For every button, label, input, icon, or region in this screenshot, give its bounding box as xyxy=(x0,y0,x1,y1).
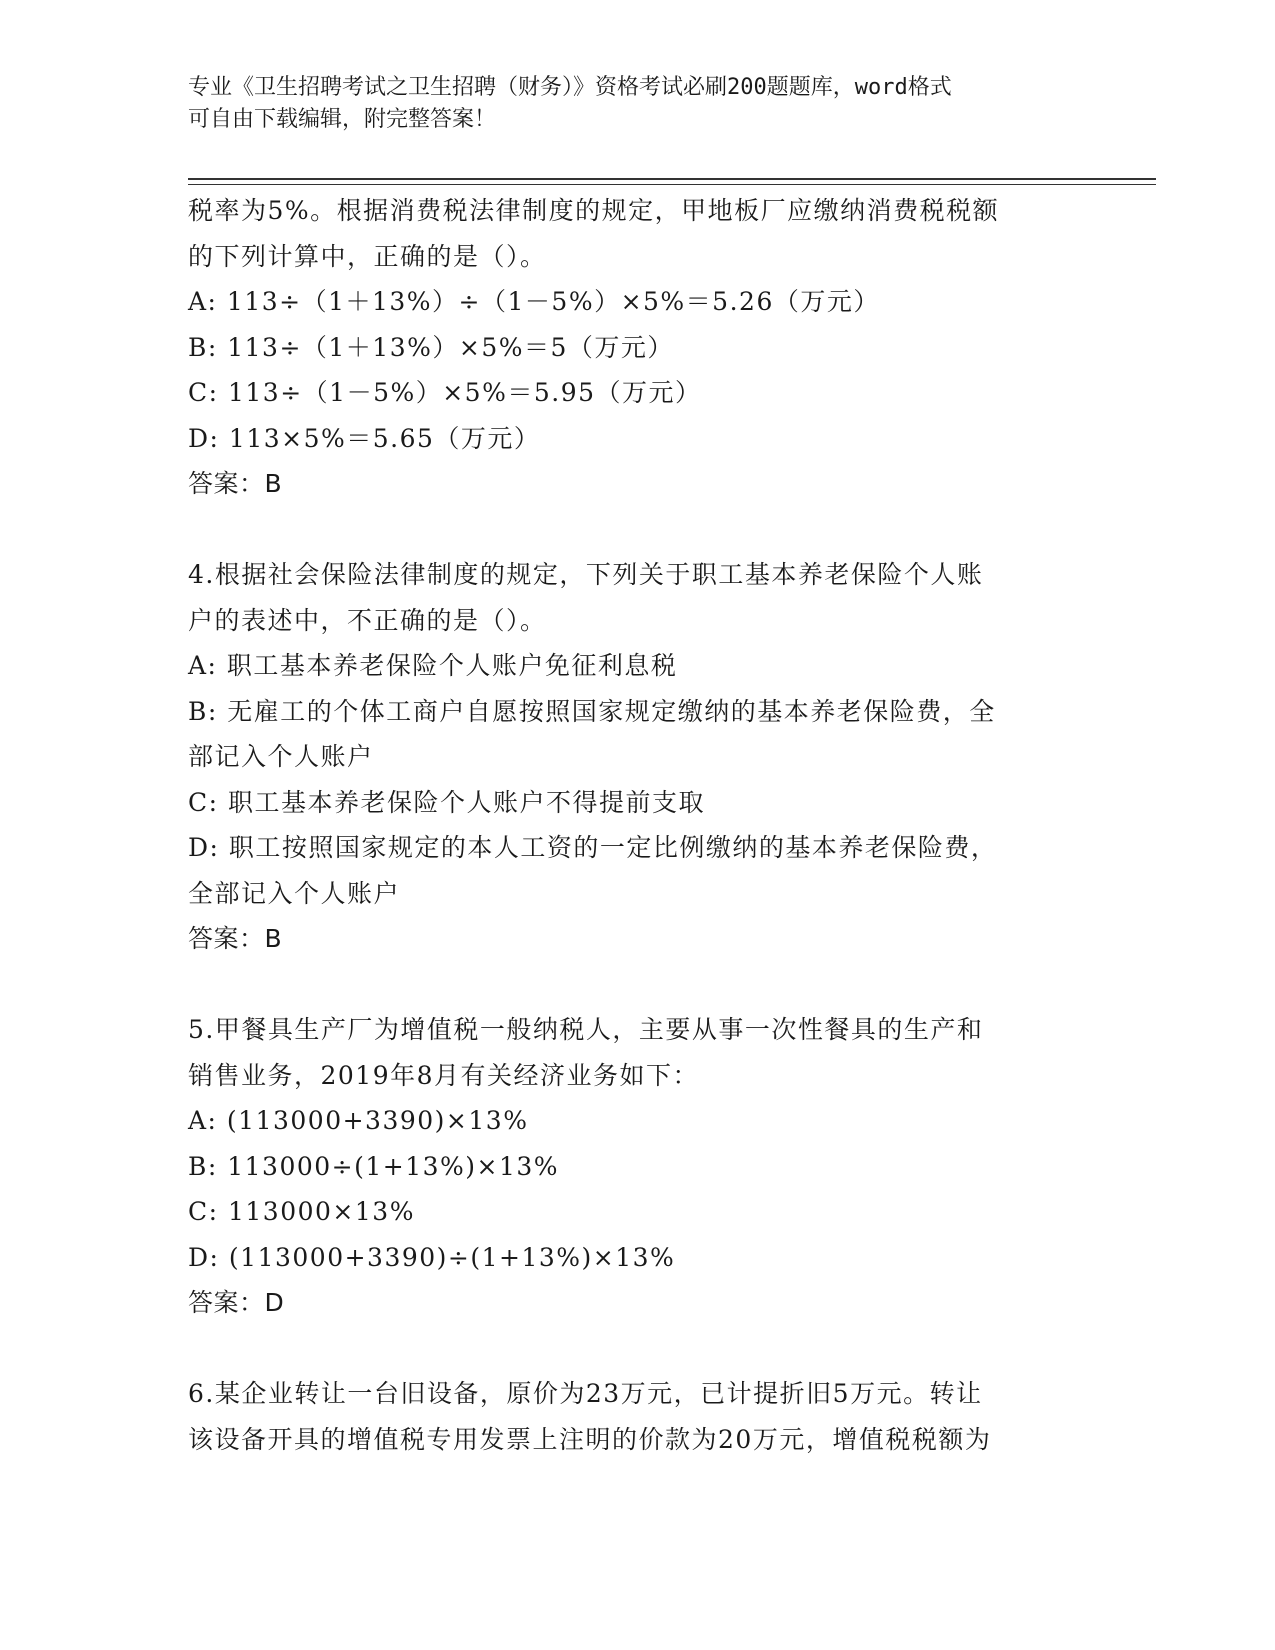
header-rule-thick xyxy=(188,178,1156,180)
option-a: A: 113÷（1＋13%）÷（1－5%）×5%＝5.26（万元） xyxy=(188,287,880,316)
answer: 答案：D xyxy=(188,1288,285,1317)
spacer xyxy=(188,507,1148,553)
option-b: B: 113÷（1＋13%）×5%＝5（万元） xyxy=(188,332,674,362)
option-c: C: 113÷（1－5%）×5%＝5.95（万元） xyxy=(188,378,702,407)
header-title-line-1: 专业《卫生招聘考试之卫生招聘（财务）》资格考试必刷200题题库，word格式 xyxy=(188,75,952,100)
option-b-continued: 部记入个人账户 xyxy=(188,742,374,771)
header-title-line-2: 可自由下载编辑，附完整答案！ xyxy=(188,107,497,132)
document-body xyxy=(188,188,1148,1462)
option-d: D: (113000+3390)÷(1+13%)×13% xyxy=(188,1242,676,1272)
question-3 xyxy=(188,188,1148,507)
question-6 xyxy=(188,1371,1148,1462)
spacer xyxy=(188,1326,1148,1372)
option-a: A: 职工基本养老保险个人账户免征利息税 xyxy=(188,651,678,680)
option-b: B: 无雇工的个体工商户自愿按照国家规定缴纳的基本养老保险费，全 xyxy=(188,696,996,726)
question-text: 4.根据社会保险法律制度的规定，下列关于职工基本养老保险个人账 xyxy=(188,560,984,589)
question-5 xyxy=(188,1007,1148,1326)
question-4 xyxy=(188,552,1148,962)
answer: 答案：B xyxy=(188,924,283,953)
option-b: B: 113000÷(1+13%)×13% xyxy=(188,1151,560,1181)
option-a: A: (113000+3390)×13% xyxy=(188,1106,529,1135)
question-text: 该设备开具的增值税专用发票上注明的价款为20万元，增值税税额为 xyxy=(188,1424,992,1454)
option-d: D: 职工按照国家规定的本人工资的一定比例缴纳的基本养老保险费， xyxy=(188,833,998,862)
question-text: 销售业务，2019年8月有关经济业务如下： xyxy=(188,1060,700,1090)
header-rule-thin xyxy=(188,184,1156,185)
question-text: 6.某企业转让一台旧设备，原价为23万元，已计提折旧5万元。转让 xyxy=(188,1379,983,1408)
option-d-continued: 全部记入个人账户 xyxy=(188,878,401,908)
question-text: 5.甲餐具生产厂为增值税一般纳税人，主要从事一次性餐具的生产和 xyxy=(188,1015,984,1044)
option-c: C: 职工基本养老保险个人账户不得提前支取 xyxy=(188,787,705,817)
document-header xyxy=(188,72,1088,136)
option-d: D: 113×5%＝5.65（万元） xyxy=(188,423,541,453)
question-text: 的下列计算中，正确的是（）。 xyxy=(188,241,547,271)
option-c: C: 113000×13% xyxy=(188,1197,415,1226)
question-text: 户的表述中，不正确的是（）。 xyxy=(188,605,547,635)
spacer xyxy=(188,962,1148,1008)
question-text: 税率为5%。根据消费税法律制度的规定，甲地板厂应缴纳消费税税额 xyxy=(188,196,1000,225)
answer: 答案：B xyxy=(188,469,283,498)
